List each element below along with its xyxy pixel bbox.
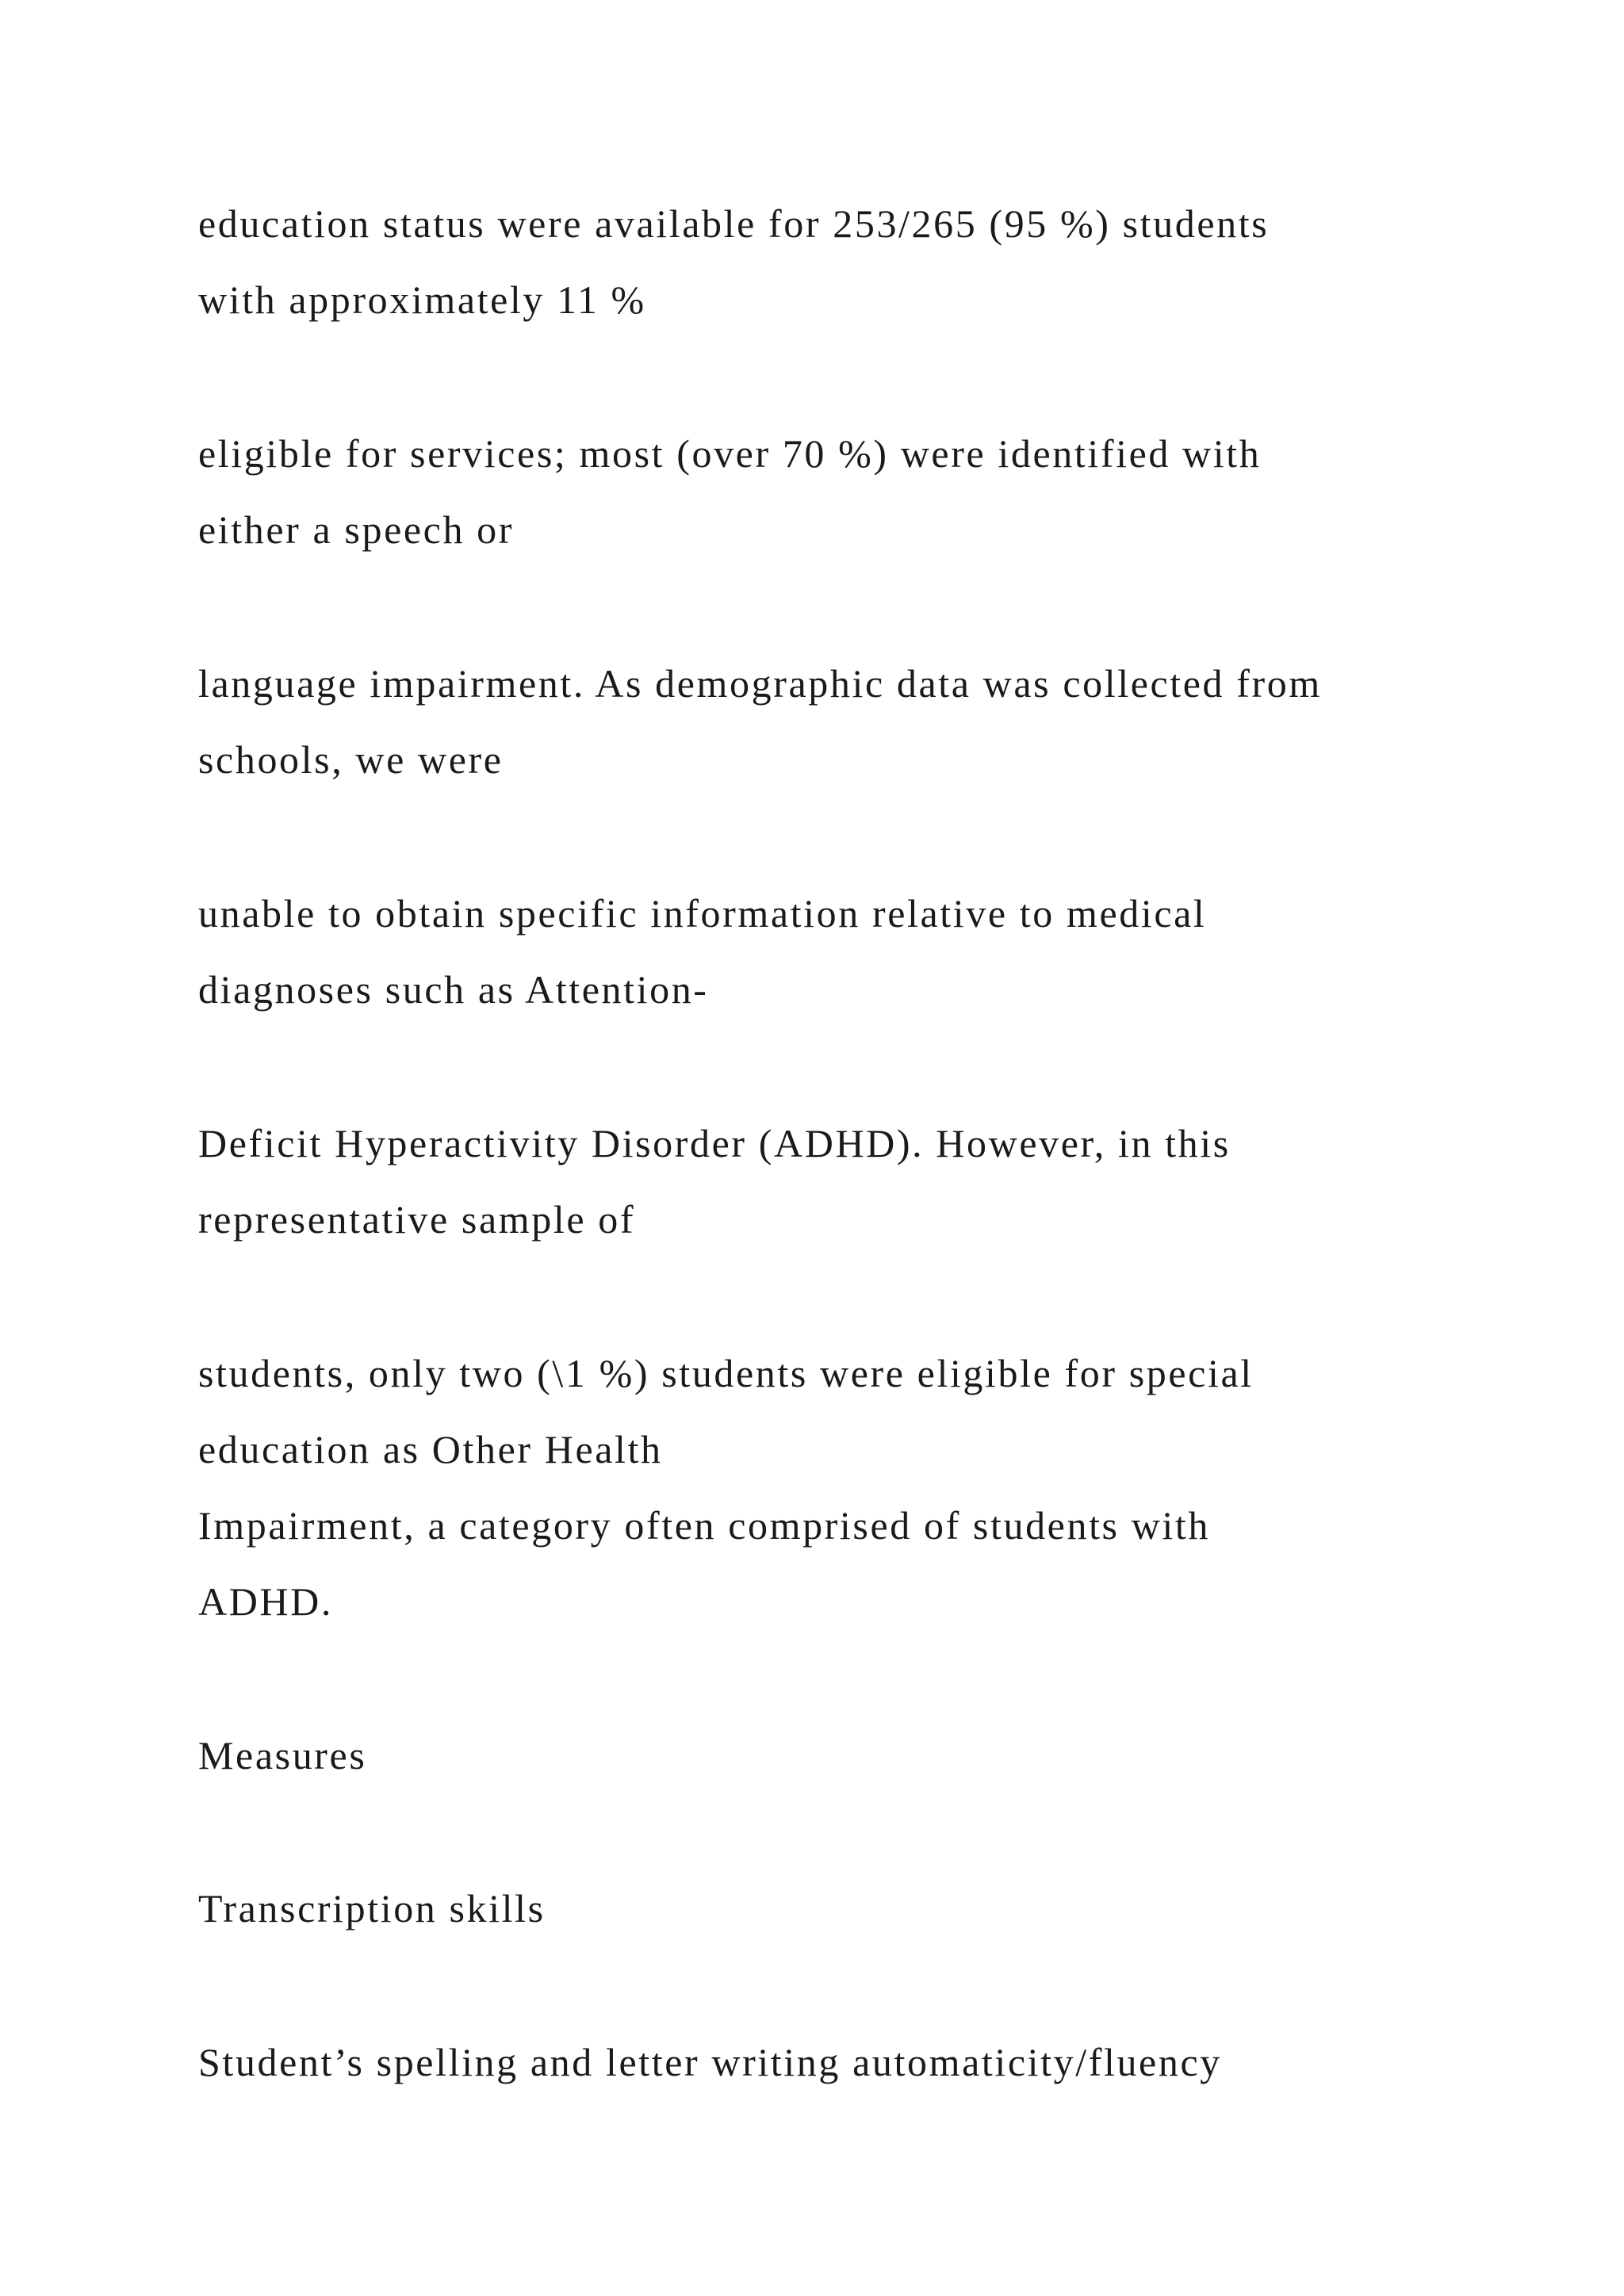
text-line: diagnoses such as Attention- xyxy=(198,967,709,1012)
text-line: representative sample of xyxy=(198,1197,636,1242)
text-line: language impairment. As demographic data was collected from xyxy=(198,661,1322,706)
text-line: Impairment, a category often comprised of students with xyxy=(198,1503,1211,1548)
text-line: Deficit Hyperactivity Disorder (ADHD). However, in this xyxy=(198,1121,1231,1165)
text-line: unable to obtain specific information relative to medical xyxy=(198,891,1207,936)
section-heading: Measures xyxy=(198,1733,367,1777)
subsection-heading: Transcription skills xyxy=(198,1886,546,1931)
text-line: either a speech or xyxy=(198,507,514,552)
text-line: students, only two (\1 %) students were eligible for special xyxy=(198,1351,1254,1395)
text-line: schools, we were xyxy=(198,737,504,782)
text-line: eligible for services; most (over 70 %) were identified with xyxy=(198,431,1262,476)
text-line: education status were available for 253/265 (95 %) students xyxy=(198,201,1270,246)
text-line: ADHD. xyxy=(198,1579,333,1624)
text-line: Student’s spelling and letter writing automaticity/fluency xyxy=(198,2040,1222,2084)
text-line: education as Other Health xyxy=(198,1427,663,1471)
text-line: with approximately 11 % xyxy=(198,277,646,322)
